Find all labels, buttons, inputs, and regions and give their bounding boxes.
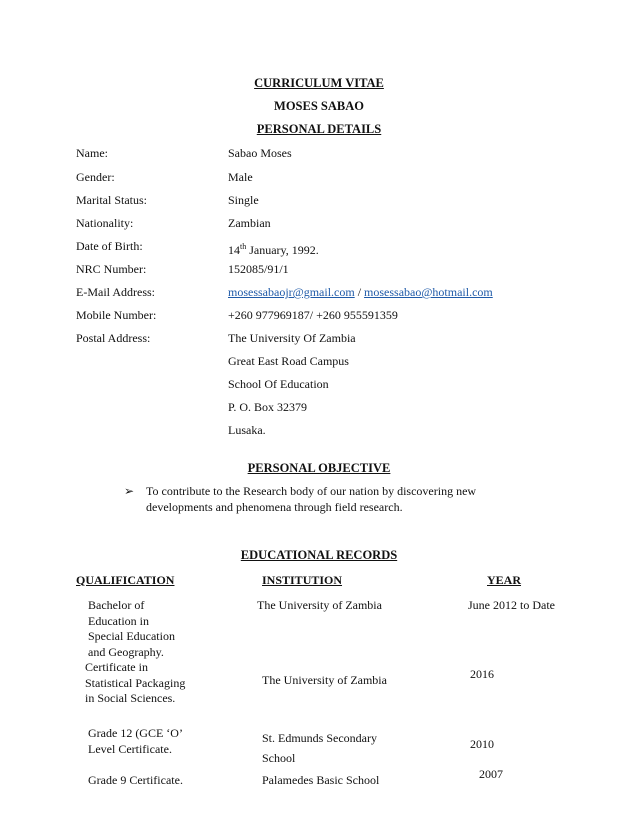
- table-row: [88, 598, 175, 660]
- year-cell: 2010: [470, 737, 494, 751]
- institution-cell: [262, 728, 377, 768]
- objective-text-line: To contribute to the Research body of our nation by discovering new: [146, 484, 477, 498]
- year-cell: 2016: [470, 667, 494, 681]
- arrow-bullet-icon: ➢: [124, 484, 135, 498]
- year-cell: 2007: [479, 767, 503, 781]
- nrc-label: NRC Number:: [76, 262, 147, 276]
- postal-label: Postal Address:: [76, 331, 151, 345]
- document-title: CURRICULUM VITAE: [254, 76, 384, 90]
- email-label: E-Mail Address:: [76, 285, 155, 299]
- nrc-value: 152085/91/1: [228, 262, 289, 276]
- qualification-line: Level Certificate.: [88, 741, 172, 756]
- objective-heading: PERSONAL OBJECTIVE: [247, 461, 391, 475]
- postal-line: School Of Education: [228, 377, 329, 391]
- institution-cell: Palamedes Basic School: [262, 773, 380, 787]
- postal-line: Great East Road Campus: [228, 354, 349, 368]
- dob-value: [228, 239, 319, 258]
- qualification-line: and Geography.: [88, 644, 164, 659]
- institution-cell: The University of Zambia: [262, 673, 387, 687]
- postal-line: The University Of Zambia: [228, 331, 356, 345]
- person-name-heading: MOSES SABAO: [274, 99, 364, 113]
- table-row: [88, 726, 183, 757]
- column-header-year: YEAR: [487, 573, 522, 587]
- postal-line: Lusaka.: [228, 423, 266, 437]
- education-heading: EDUCATIONAL RECORDS: [240, 548, 398, 562]
- name-value: Sabao Moses: [228, 146, 292, 160]
- objective-text-line: developments and phenomena through field research.: [146, 500, 403, 514]
- qualification-line: Bachelor of: [88, 598, 145, 612]
- dob-suffix: th: [240, 242, 247, 251]
- name-label: Name:: [76, 146, 108, 160]
- gender-value: Male: [228, 170, 253, 184]
- marital-status-label: Marital Status:: [76, 193, 147, 207]
- qualification-line: Certificate in: [85, 660, 148, 674]
- postal-line: P. O. Box 32379: [228, 400, 308, 414]
- nationality-value: Zambian: [228, 216, 271, 230]
- institution-line: School: [262, 751, 296, 765]
- email-link-hotmail[interactable]: mosessabao@hotmail.com: [364, 285, 493, 299]
- nationality-label: Nationality:: [76, 216, 134, 230]
- email-separator: /: [354, 285, 365, 299]
- column-header-institution: INSTITUTION: [262, 573, 343, 587]
- qualification-line: Special Education: [88, 629, 175, 643]
- email-link-gmail[interactable]: mosessabaojr@gmail.com: [228, 285, 355, 299]
- mobile-value: +260 977969187/ +260 955591359: [228, 308, 398, 322]
- institution-line: St. Edmunds Secondary: [262, 731, 377, 745]
- dob-day: 14: [228, 243, 240, 257]
- mobile-label: Mobile Number:: [76, 308, 157, 322]
- qualification-line: in Social Sciences.: [85, 691, 176, 705]
- personal-details-heading: PERSONAL DETAILS: [256, 122, 382, 136]
- dob-label: Date of Birth:: [76, 239, 143, 253]
- qualification-cell: Grade 9 Certificate.: [88, 773, 183, 787]
- qualification-line: Statistical Packaging: [85, 675, 186, 690]
- marital-status-value: Single: [228, 193, 259, 207]
- qualification-line: Grade 12 (GCE ‘O’: [88, 726, 183, 740]
- institution-cell: The University of Zambia: [257, 598, 382, 612]
- email-values: [228, 285, 493, 300]
- column-header-qualification: QUALIFICATION: [76, 573, 175, 587]
- table-row: [85, 660, 185, 707]
- qualification-line: Education in: [88, 613, 149, 628]
- dob-rest: January, 1992.: [246, 243, 319, 257]
- gender-label: Gender:: [76, 170, 115, 184]
- year-cell: June 2012 to Date: [468, 598, 555, 612]
